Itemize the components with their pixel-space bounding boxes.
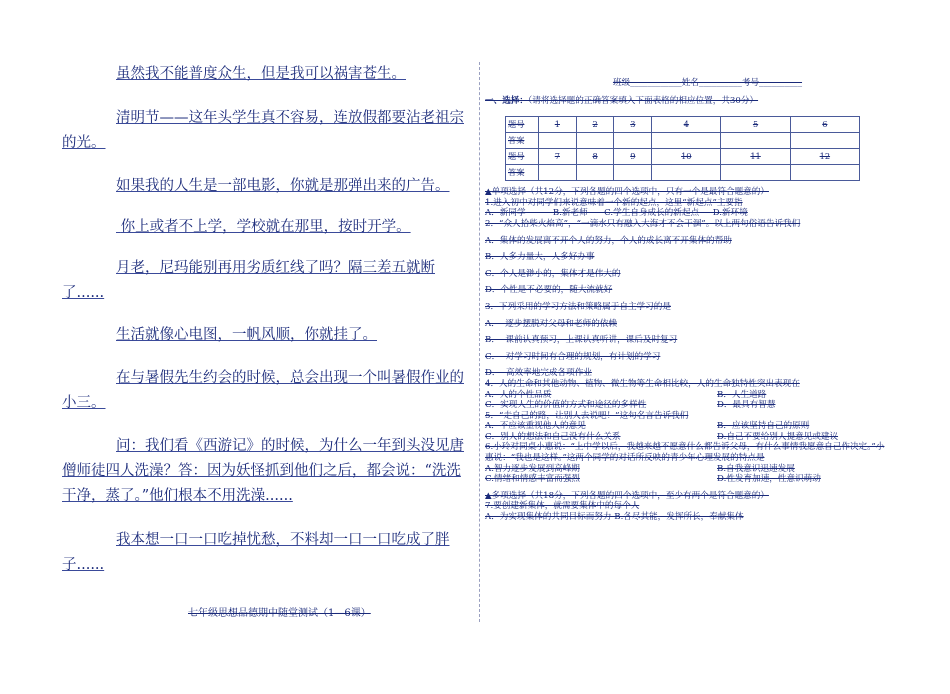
joke-paragraph-3: 如果我的人生是一部电影，你就是那弹出来的广告。	[116, 178, 450, 194]
section-note: （请将选择题的正确答案填入下面表格的相应位置，共30分）	[527, 95, 759, 106]
answer-cell[interactable]	[614, 165, 652, 181]
question-6-options-row	[485, 474, 890, 485]
question-2-option-b: B．人多力量大，人多好办事	[485, 252, 595, 263]
right-column	[485, 78, 890, 523]
table-cell: 6	[790, 117, 859, 133]
option-b: B.自我意识迅速发展	[717, 463, 795, 474]
answer-cell[interactable]	[721, 133, 790, 149]
answer-cell[interactable]	[721, 165, 790, 181]
answer-cell[interactable]	[576, 133, 614, 149]
question-2-option-d: D．个性是不必要的，随大流就好	[485, 285, 613, 296]
answer-cell[interactable]	[539, 133, 577, 149]
answer-cell[interactable]	[652, 133, 721, 149]
answer-cell[interactable]	[576, 165, 614, 181]
left-footer: 七年级思想品德期中随堂测试（1—6课）	[188, 608, 371, 619]
question-number-label: 题号	[506, 117, 539, 133]
question-5-options-row	[485, 421, 890, 432]
table-cell: 4	[652, 117, 721, 133]
option-c: C．实现人生的价值的方式和途径的多样性	[485, 400, 647, 411]
section-heading: 一、选择：	[485, 95, 528, 106]
joke-paragraph-8: 问：我们看《西游记》的时候，为什么一年到头没见唐僧师徒四人洗澡？答：因为妖怪抓到他们之后，都会说：“洗洗干净，蒸了。”他们根本不用洗澡......	[62, 438, 464, 504]
question-7-options: A．为实现集体的共同目标而努力 B.各尽其能，发挥所长，奉献集体	[485, 512, 744, 523]
table-cell: 1	[539, 117, 577, 133]
table-cell: 7	[539, 149, 577, 165]
option-d: D.自己不要给别人提意见或建议	[717, 431, 839, 442]
table-cell: 2	[576, 117, 614, 133]
question-3: 3．下列采用的学习方法和策略属于自主学习的是	[485, 301, 671, 312]
table-row	[506, 117, 860, 133]
answer-cell[interactable]	[614, 133, 652, 149]
answer-cell[interactable]	[790, 165, 859, 181]
section-title	[485, 96, 890, 107]
question-3-option-c: C． 对学习时间有合理的规划，有计划的学习	[485, 351, 661, 362]
question-2-option-a: A．集体的发展离不开个人的努力，个人的成长离不开集体的帮助	[485, 235, 732, 246]
question-4-options-row	[485, 390, 890, 401]
option-b: B．人生道路	[717, 389, 767, 400]
table-cell: 10	[652, 149, 721, 165]
answer-label: 答案	[506, 133, 539, 149]
question-4-options-row	[485, 400, 890, 411]
option-a: A．不应该重视他人的意见	[485, 421, 586, 432]
table-cell: 9	[614, 149, 652, 165]
question-6: 6.小玲对同桌小惠说：“上中学以后，我越来越不愿意什么都告诉父母，有什么事情我愿意自己作决定。”小惠说：“我也是这样。”这两个同学的对话所反映的青少年心理发展的特点是	[485, 442, 885, 464]
question-1-options: A．新同学 B.新老师 C.学生自身成长的新起点 D.新环境	[485, 208, 748, 219]
table-cell: 8	[576, 149, 614, 165]
question-7: 7.要创建新集体，就需要集体中的每个人	[485, 501, 640, 512]
option-d: D．最具有智慧	[717, 400, 776, 411]
joke-paragraph-7: 在与暑假先生约会的时候，总会出现一个叫暑假作业的小三。	[62, 370, 464, 411]
joke-paragraph-4: 你上或者不上学，学校就在那里，按时开学。	[116, 219, 411, 235]
question-2: 2．“众人拾柴火焰高”，“一滴水只有融入大海才不会干涸”。以上两句俗语告诉我们	[485, 218, 801, 229]
table-cell: 5	[721, 117, 790, 133]
table-row	[506, 165, 860, 181]
table-row	[506, 133, 860, 149]
question-3-option-b: B． 课前认真预习，上课认真听讲，课后及时复习	[485, 335, 678, 346]
question-1: 1.进入初中对同学们来说意味着一个新的起点，这里“新起点”主要指	[485, 197, 743, 208]
answer-cell[interactable]	[652, 165, 721, 181]
table-cell: 3	[614, 117, 652, 133]
joke-paragraph-1: 虽然我不能普度众生，但是我可以祸害苍生。	[116, 66, 406, 82]
question-5-options-row	[485, 432, 890, 443]
left-column	[62, 62, 470, 578]
answer-label: 答案	[506, 165, 539, 181]
option-c: C．别人的想法和自己没有什么关系	[485, 431, 621, 442]
joke-paragraph-9: 我本想一口一口吃掉忧愁，不料却一口一口吃成了胖子......	[62, 532, 450, 573]
option-d: D.性发育加速，性意识萌动	[717, 474, 821, 485]
question-5: 5．“走自己的路，让别人去说吧！”这句名言告诉我们	[485, 410, 689, 421]
question-3-option-a: A． 逐步摆脱对父母和老师的依赖	[485, 318, 617, 329]
question-number-label: 题号	[506, 149, 539, 165]
column-divider	[479, 62, 480, 622]
answer-cell[interactable]	[790, 133, 859, 149]
question-3-option-d: D． 高效率地完成各项作业	[485, 368, 592, 379]
joke-paragraph-2: 清明节——这年头学生真不容易，连放假都要沾老祖宗的光。	[62, 110, 464, 151]
table-row	[506, 149, 860, 165]
option-a: A．人的个性品质	[485, 389, 552, 400]
student-info-fields: 班级____________姓名__________考号__________	[612, 78, 803, 88]
question-4: 4．人的生命和其他动物、植物、微生物等生命相比较，人的生命独特性突出表现在	[485, 378, 800, 389]
question-6-options-row	[485, 464, 890, 475]
table-cell: 12	[790, 149, 859, 165]
option-b: B．应该坚持自己的原则	[717, 421, 810, 432]
option-c: C.情绪和情感丰富而强烈	[485, 474, 580, 485]
answer-cell[interactable]	[539, 165, 577, 181]
multi-choice-title: ▲多项选择（共18分，下列各题的四个选项中，至少有两个是符合题意的）	[485, 490, 769, 501]
single-choice-title: ▲单项选择（共12分，下列各题的四个选项中，只有一个是最符合题意的）	[485, 187, 769, 198]
joke-paragraph-5: 月老，尼玛能别再用劣质红线了吗？隔三差五就断了......	[62, 260, 435, 301]
joke-paragraph-6: 生活就像心电图，一帆风顺，你就挂了。	[116, 327, 377, 343]
answer-table	[505, 116, 860, 181]
option-a: A.智力逐步发展到高峰期	[485, 463, 580, 474]
table-cell: 11	[721, 149, 790, 165]
question-2-option-c: C．个人是渺小的，集体才是伟大的	[485, 268, 621, 279]
